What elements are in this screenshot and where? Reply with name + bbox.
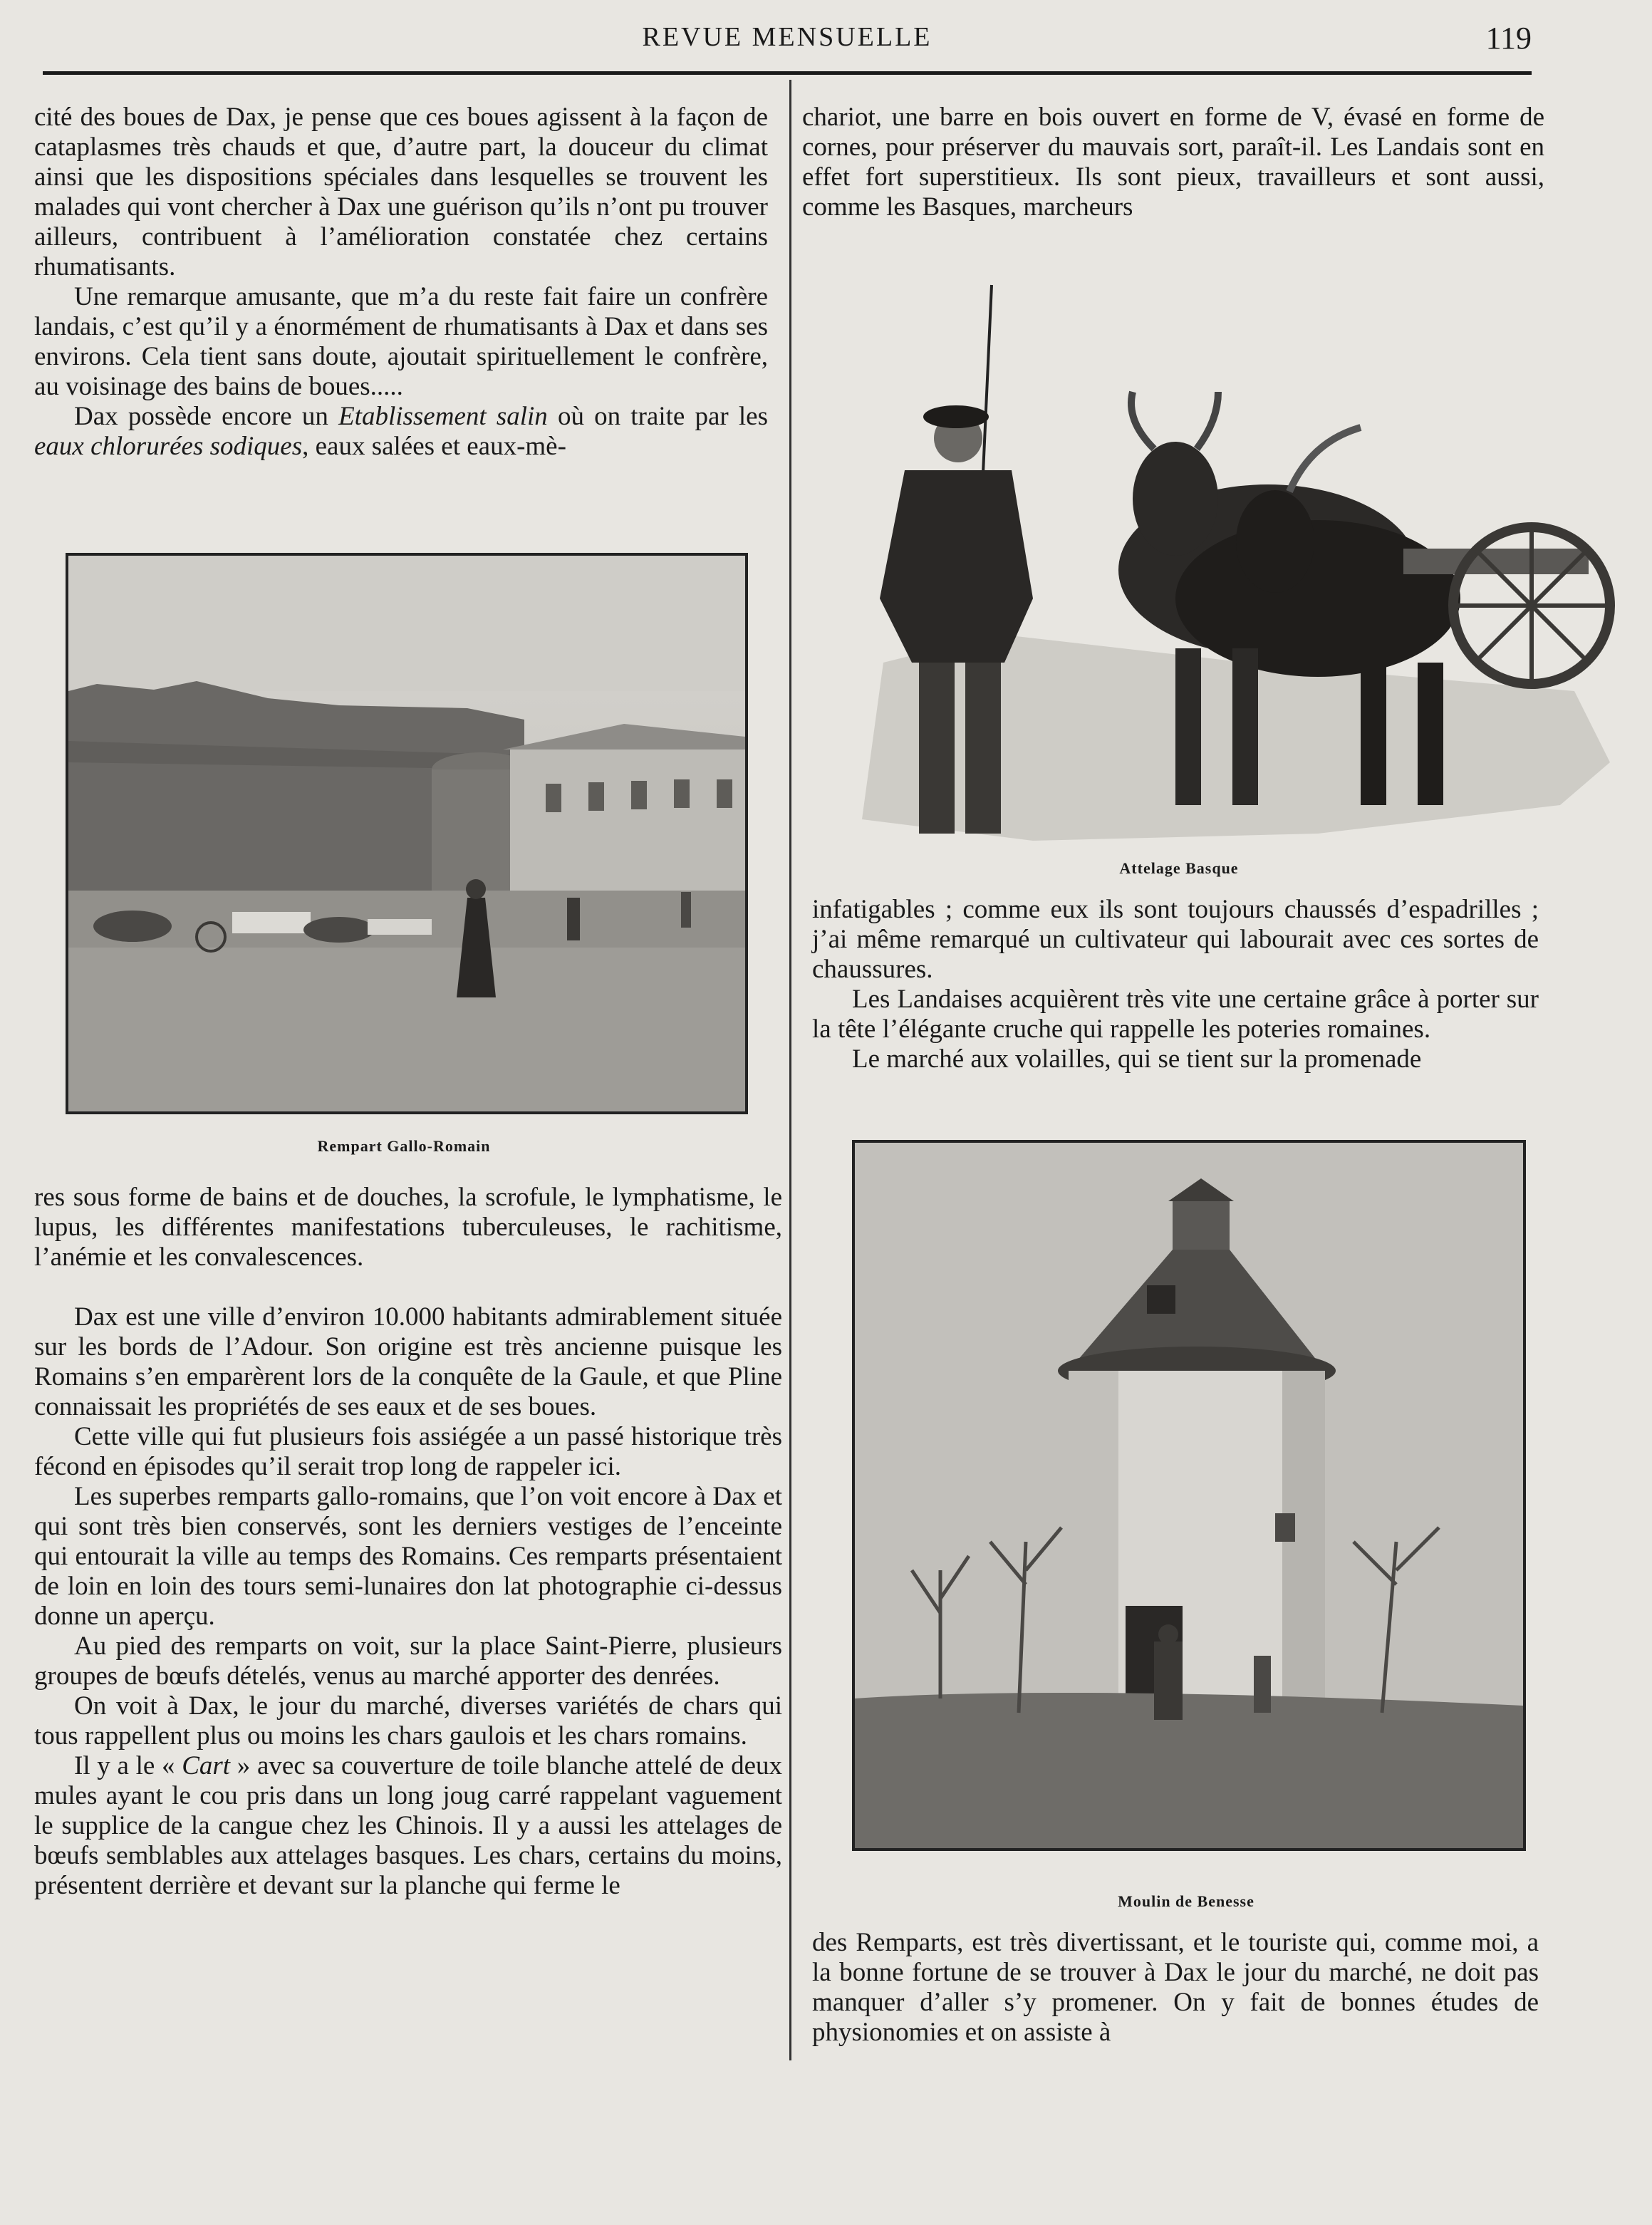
figure-moulin bbox=[852, 1140, 1529, 1917]
left-column-bottom bbox=[34, 1183, 782, 1901]
caption-attelage: Attelage Basque bbox=[1119, 859, 1239, 877]
journal-title: REVUE MENSUELLE bbox=[642, 22, 933, 52]
paragraph: chariot, une barre en bois ouvert en forme de V, évasé en forme de cornes, pour préserver du mauvais sort, paraît-il. Les Landais sont en effet fort superstitieux. Ils sont pieux, travailleurs et sont aussi, comme les Basques, marcheurs bbox=[802, 103, 1544, 222]
paragraph: Cette ville qui fut plusieurs fois assiégée a un passé historique très fécond en épisodes qu’il serait trop long de rappeler ici. bbox=[34, 1422, 782, 1481]
paragraph: On voit à Dax, le jour du marché, diverses variétés de chars qui tous rappellent plus ou moins les chars gaulois et les chars romains. bbox=[34, 1691, 782, 1751]
right-column-bottom bbox=[812, 1928, 1539, 2048]
paragraph: Les superbes remparts gallo-romains, que l’on voit encore à Dax et qui sont très bien conservés, sont les derniers vestiges de l’enceinte qui entourait la ville au temps des Romains. Ces remparts présentaient de loin en loin des tours semi-lunaires don lat photographie ci-dessus donne un aperçu. bbox=[34, 1482, 782, 1631]
rempart-illustration bbox=[68, 556, 745, 1111]
page-header bbox=[43, 20, 1532, 77]
header-rule bbox=[43, 71, 1532, 75]
paragraph: Une remarque amusante, que m’a du reste fait faire un confrère landais, c’est qu’il y a énormément de rhumatisants à Dax et dans ses environs. Cela tient sans doute, ajoutait spirituellement le confrère, au voisinage des bains de boues..... bbox=[34, 282, 768, 401]
paragraph: Dax est une ville d’environ 10.000 habitants admirablement située sur les bords de l’Adour. Son origine est très ancienne puisque les Romains s’en emparèrent lors de la conquête de la Gaule, et que Pline connaissait les propriétés de ses eaux et de ses boues. bbox=[34, 1302, 782, 1421]
paragraph: Au pied des remparts on voit, sur la place Saint-Pierre, plusieurs groupes de bœufs dételés, venus au marché apporter des denrées. bbox=[34, 1632, 782, 1691]
photo-moulin bbox=[852, 1140, 1526, 1851]
figure-attelage bbox=[819, 264, 1624, 891]
paragraph: Le marché aux volailles, qui se tient sur la promenade bbox=[852, 1044, 1422, 1074]
paragraph: infatigables ; comme eux ils sont toujours chaussés d’espadrilles ; j’ai même remarqué un cultivateur qui labourait avec ces sortes de chaussures. bbox=[812, 895, 1539, 984]
right-column-top bbox=[802, 103, 1544, 222]
paragraph: cité des boues de Dax, je pense que ces boues agissent à la façon de cataplasmes très chauds et que, d’autre part, la douceur du climat ainsi que les dispositions spéciales dans lesquelles se trouvent les malades qui vont chercher à Dax une guérison qu’ils n’ont pu trouver ailleurs, contribuent à l’amélioration constatée chez certains rhumatisants. bbox=[34, 103, 768, 281]
left-column-top bbox=[34, 103, 768, 462]
page-number: 119 bbox=[1485, 21, 1532, 56]
paragraph-salin: Dax possède encore un Etablissement salin où on traite par les eaux chlorurées sodiques, eaux salées et eaux-mè- bbox=[34, 402, 768, 461]
caption-rempart: Rempart Gallo-Romain bbox=[317, 1137, 491, 1155]
paragraph: des Remparts, est très divertissant, et le touriste qui, comme moi, a la bonne fortune de se trouver à Dax le jour du marché, ne doit pas manquer d’aller s’y promener. On y fait de bonnes études de physionomies et on assiste à bbox=[812, 1928, 1539, 2047]
figure-rempart bbox=[66, 553, 749, 1166]
moulin-illustration bbox=[855, 1143, 1523, 1848]
paragraph: res sous forme de bains et de douches, la scrofule, le lymphatisme, le lupus, les différentes manifestations tuberculeuses, le rachitisme, l’anémie et les convalescences. bbox=[34, 1183, 782, 1272]
attelage-illustration bbox=[819, 264, 1624, 848]
paragraph-cart: Il y a le « Cart » avec sa couverture de toile blanche attelé de deux mules ayant le cou pris dans un long joug carré rappelant vaguement le supplice de la cangue chez les Chinois. Il y a aussi les attelages de bœufs semblables aux attelages basques. Les chars, certains du moins, présentent derrière et devant sur la planche qui ferme le bbox=[34, 1751, 782, 1900]
paragraph: Les Landaises acquièrent très vite une certaine grâce à porter sur la tête l’élégante cruche qui rappelle les poteries romaines. bbox=[812, 985, 1539, 1044]
column-divider bbox=[789, 80, 791, 2060]
photo-rempart bbox=[66, 553, 748, 1114]
caption-moulin: Moulin de Benesse bbox=[1118, 1892, 1254, 1910]
right-column-middle bbox=[812, 895, 1539, 1074]
